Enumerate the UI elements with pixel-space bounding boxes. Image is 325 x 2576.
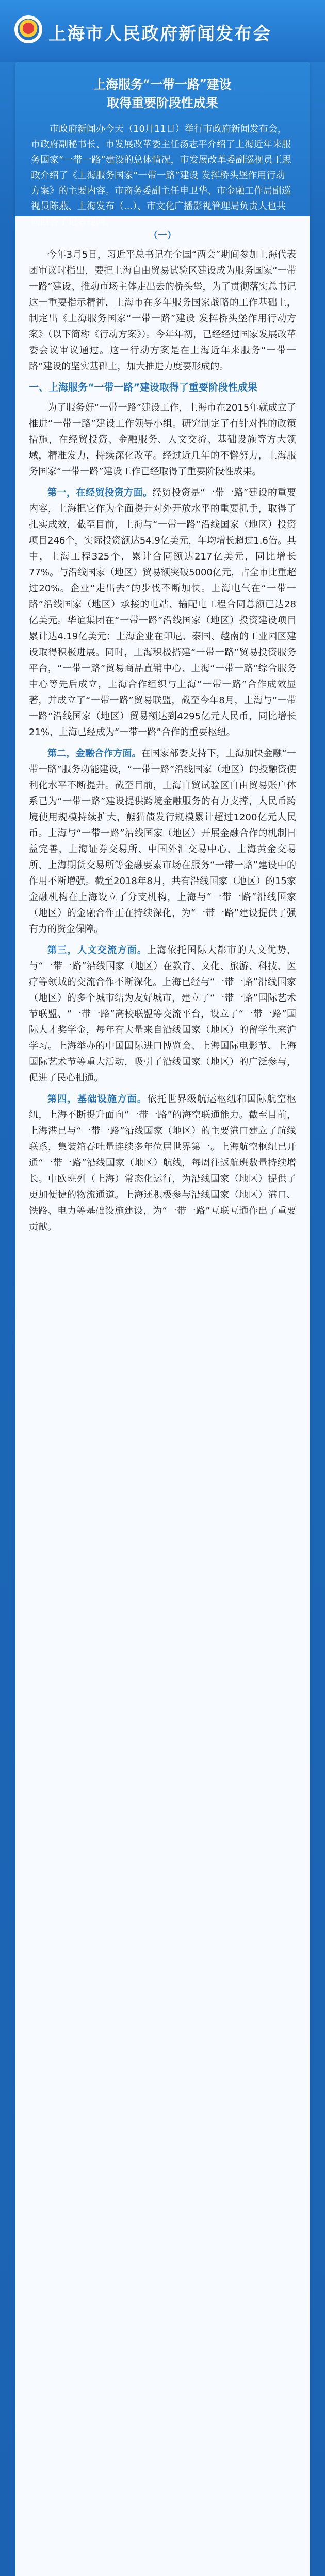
headline-line-2: 取得重要阶段性成果 <box>107 95 218 110</box>
point-title: 第一，在经贸投资方面。 <box>47 487 153 498</box>
point-title: 第三，人文交流方面。 <box>47 945 148 956</box>
article-body <box>15 216 310 1235</box>
headline-line-1: 上海服务“一带一路”建设 <box>93 77 232 92</box>
point-text: 依托世界级航运枢纽和国际航空枢纽，上海不断提升面向“一带一路”的海空联通能力。截至目前，上海港已与“一带一路”沿线国家（地区）的主要港口建立了航线联系，集装箱吞吐量连续多年位居世界第一。上海航空枢纽已开通“一带一路”沿线国家（地区）航线，每周往返航班数量持续增长。中欧班列（上海）常态化运行，为沿线国家（地区）提供了更加便捷的物流通道。上海还积极参与沿线国家（地区）港口、铁路、电力等基础设施建设，为“一带一路”互联互通作出了重要贡献。 <box>29 1094 297 1232</box>
article-lead: 市政府新闻办今天（10月11日）举行市政府新闻发布会，市政府副秘书长、市发展改革委主任汤志平介绍了上海近年来服务国家“一带一路”建设的总体情况，市发展改革委副巡视员王思政介绍了《上海服务国家“一带一路”建设 发挥桥头堡作用行动方案》的主要内容。市商务委副主任申卫华、市金融工作局副巡视员陈燕、上海发布（...）、市文化广播影视管理局负责人也共同回答了记者提问。 <box>31 124 291 227</box>
header-banner <box>0 0 325 62</box>
article-head <box>15 62 310 227</box>
point-title: 第四，基础设施方面。 <box>47 1094 148 1105</box>
point-title: 第二，金融合作方面。 <box>47 748 141 759</box>
article-panel <box>15 62 310 2576</box>
emblem-icon <box>14 15 42 43</box>
paragraph: 今年3月5日，习近平总书记在全国“两会”期间参加上海代表团审议时指出，要把上海自由贸易试验区建设成为服务国家“一带一路”建设、推动市场主体走出去的桥头堡，为了贯彻落实总书记这一重要指示精神，上海市在多年服务国家战略的工作基础上，制定出《上海服务国家“一带一路”建设 发挥桥头堡作用行动方案》（以下简称《行动方案》）。今年年初，已经经过国家发展改革委会议审议通过。这一行动方案是在上海近年来服务“一带一路”建设的坚实基础上，加大推进力度要形成的。 <box>29 249 296 372</box>
point-paragraph <box>29 1091 296 1235</box>
point-paragraph <box>29 745 296 937</box>
point-text: 在国家部委支持下，上海加快金融“一带一路”服务功能建设，“一带一路”沿线国家（地区）的投融资便利化水平不断提升。截至目前，上海自贸试验区自由贸易账户体系已为“一带一路”建设提供跨境金融服务的有力支撑，人民币跨境使用规模持续扩大，熊猫债发行规模累计超过1200亿元人民币。上海与“一带一路”沿线国家（地区）开展金融合作的机制日益完善，上海证券交易所、中国外汇交易中心、上海黄金交易所、上海期货交易所等金融要素市场在服务“一带一路”建设中的作用不断增强。截至2018年8月，共有沿线国家（地区）的15家金融机构在上海设立了分支机构，上海与“一带一路”沿线国家（地区）的金融合作正在持续深化，为“一带一路”建设提供了强有力的资金保障。 <box>29 748 296 935</box>
section-title: 一、上海服务“一带一路”建设取得了重要阶段性成果 <box>29 382 257 393</box>
section-number: （一） <box>149 230 176 241</box>
header-title: 上海市人民政府新闻发布会 <box>48 24 271 44</box>
point-paragraph <box>29 485 296 740</box>
article-headline <box>31 75 294 112</box>
point-text: 上海依托国际大都市的人文优势，与“一带一路”沿线国家（地区）在教育、文化、旅游、科技、医疗等领域的交流合作不断深化。上海已经与“一带一路”沿线国家（地区）的多个城市结为友好城市，建立了“一带一路”国际艺术节联盟、“一带一路”高校联盟等交流平台，设立了“一带一路”国际人才奖学金，每年有大量来自沿线国家（地区）的留学生来沪学习。上海举办的中国国际进口博览会、上海国际电影节、上海国际艺术节等重大活动，吸引了沿线国家（地区）的广泛参与，促进了民心相通。 <box>29 945 297 1083</box>
paragraph: 为了服务好“一带一路”建设工作，上海市在2015年就成立了推进“一带一路”建设工作领导小组。研究制定了有针对性的政策措施，在经贸投资、金融服务、人文交流、基础设施等方大领域，精准发力，持续深化改革。经过近几年的不懈努力，上海服务国家“一带一路”建设工作已经取得了重要阶段性成果。 <box>29 402 296 477</box>
point-text: 经贸投资是“一带一路”建设的重要内容，上海把它作为全面提升对外开放水平的重要抓手，取得了扎实成效，截至目前，上海与“一带一路”沿线国家（地区）投资项目246个，实际投资额达54.9亿美元，年均增长超过1.6倍。其中，上海工程325个，累计合同额达217亿美元，同比增长77%。与沿线国家（地区）贸易额突破5000亿元，占全市比重超过20%。企业“走出去”的步伐不断加快。上海电气在“一带一路”沿线国家（地区）承接的电站、输配电工程合同总额已达28亿美元。华谊集团在“一带一路”沿线国家（地区）投资建设项目累计达4.19亿美元；上海企业在印尼、泰国、越南的工业园区建设取得积极进展。同时，上海积极搭建“一带一路”贸易投资服务平台，“一带一路”贸易商品直销中心、上海“一带一路”综合服务中心等先后成立，上海合作组织与上海“一带一路”合作成效显著，并成立了“一带一路”贸易联盟，截至今年8月，上海与“一带一路”沿线国家（地区）贸易额达到4295亿元人民币，同比增长21%，上海已经成为“一带一路”合作的重要枢纽。 <box>29 487 297 738</box>
point-paragraph <box>29 942 296 1086</box>
